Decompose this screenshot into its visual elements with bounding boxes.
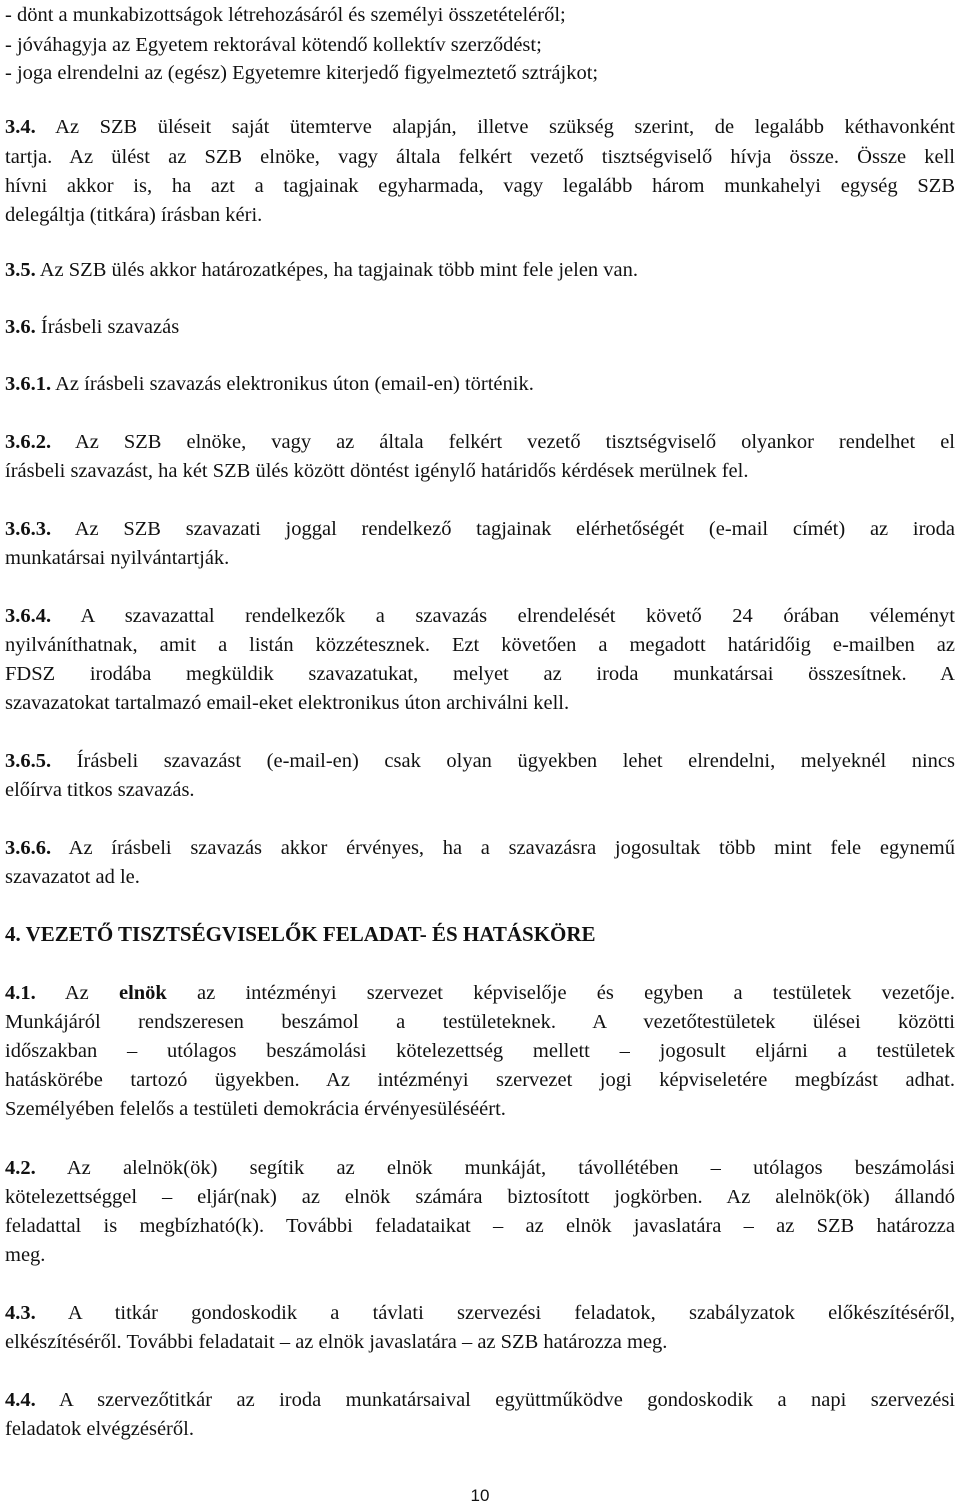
intro-line-1: - dönt a munkabizottságok létrehozásáról és személyi összetételéről; (5, 4, 566, 26)
section-3-6-5-line-2: előírva titkos szavazás. (5, 779, 195, 801)
section-3-6-6-line-2: szavazatot ad le. (5, 866, 140, 888)
section-3-6-4-line-2: nyilváníthatnak, amit a listán közzétesznek. Ezt követően a megadott határidőig e-mailben az (5, 634, 955, 656)
section-3-6-3-line-2: munkatársai nyilvántartják. (5, 547, 230, 569)
section-4-2-line-1: 4.2. Az alelnök(ök) segítik az elnök munkáját, távollétében – utólagos beszámolási (5, 1157, 955, 1179)
section-4-3-line-1: 4.3. A titkár gondoskodik a távlati szervezési feladatok, szabályzatok előkészítéséről, (5, 1302, 955, 1324)
section-4-heading: 4. VEZETŐ TISZTSÉGVISELŐK FELADAT- ÉS HATÁSKÖRE (5, 922, 596, 946)
section-3-6-1: 3.6.1. Az írásbeli szavazás elektronikus úton (email-en) történik. (5, 373, 534, 395)
section-4-2-line-2: kötelezettséggel – eljár(nak) az elnök számára biztosított jogkörben. Az alelnök(ök) állandó (5, 1186, 955, 1208)
intro-line-3: - joga elrendelni az (egész) Egyetemre kiterjedő figyelmeztető sztrájkot; (5, 62, 599, 84)
section-3-6-4-line-4: szavazatokat tartalmazó email-eket elektronikus úton archiválni kell. (5, 692, 570, 714)
page-number: 10 (470, 1486, 490, 1505)
section-3-4-line-1: 3.4. Az SZB üléseit saját ütemterve alapján, illetve szükség szerint, de legalább kéthavonként (5, 116, 955, 138)
section-3-4-line-3: hívni akkor is, ha azt a tagjainak egyharmada, vagy legalább három munkahelyi egység SZB (5, 175, 955, 197)
section-4-1-line-3: időszakban – utólagos beszámolási kötelezettség mellett – jogosult eljárni a testületek (5, 1040, 955, 1062)
section-4-2-line-3: feladattal is megbízható(k). További feladataikat – az elnök javaslatára – az SZB határozza (5, 1215, 955, 1237)
section-4-1-line-2: Munkájáról rendszeresen beszámol a testületeknek. A vezetőtestületek ülései közötti (5, 1011, 955, 1033)
section-3-6-4-line-3: FDSZ irodába megküldik szavazatukat, melyet az iroda munkatársai összesítnek. A (5, 663, 955, 685)
section-3-6-4-line-1: 3.6.4. A szavazattal rendelkezők a szavazás elrendelését követő 24 órában véleményt (5, 605, 955, 627)
section-3-6-6-line-1: 3.6.6. Az írásbeli szavazás akkor érvényes, ha a szavazásra jogosultak több mint fele egynemű (5, 837, 955, 859)
section-3-4-line-2: tartja. Az ülést az SZB elnöke, vagy általa felkért vezető tisztségviselő hívja össze. Össze kell (5, 146, 955, 168)
bold-term: elnök (118, 982, 167, 1004)
section-4-1-line-1: 4.1. Az elnök az intézményi szervezet képviselője és egyben a testületek vezetője. (5, 982, 955, 1004)
intro-line-2: - jóváhagyja az Egyetem rektorával kötendő kollektív szerződést; (5, 34, 542, 56)
section-3-6-5-line-1: 3.6.5. Írásbeli szavazást (e-mail-en) csak olyan ügyekben lehet elrendelni, melyeknél nincs (5, 750, 955, 772)
section-4-3-line-2: elkészítéséről. További feladatait – az elnök javaslatára – az SZB határozza meg. (5, 1331, 668, 1353)
section-4-2-line-4: meg. (5, 1244, 46, 1266)
section-3-4-line-4: delegáltja (titkára) írásban kéri. (5, 204, 263, 226)
section-3-6: 3.6. Írásbeli szavazás (5, 316, 180, 338)
section-4-4-line-2: feladatok elvégzéséről. (5, 1418, 194, 1440)
section-number: 3.4. (5, 116, 36, 138)
section-4-4-line-1: 4.4. A szervezőtitkár az iroda munkatársaival együttműködve gondoskodik a napi szervezési (5, 1389, 955, 1411)
section-3-5: 3.5. Az SZB ülés akkor határozatképes, ha tagjainak több mint fele jelen van. (5, 259, 639, 281)
section-3-6-2-line-1: 3.6.2. Az SZB elnöke, vagy az általa felkért vezető tisztségviselő olyankor rendelhet el (5, 431, 955, 453)
section-3-6-2-line-2: írásbeli szavazást, ha két SZB ülés között döntést igénylő határidős kérdések merülnek fel. (5, 460, 749, 482)
section-4-1-line-5: Személyében felelős a testületi demokrácia érvényesüléséért. (5, 1098, 506, 1120)
section-3-6-3-line-1: 3.6.3. Az SZB szavazati joggal rendelkező tagjainak elérhetőségét (e-mail címét) az iroda (5, 518, 955, 540)
section-4-1-line-4: hatáskörébe tartozó ügyekben. Az intézményi szervezet jogi képviseletére megbízást adhat. (5, 1069, 955, 1091)
